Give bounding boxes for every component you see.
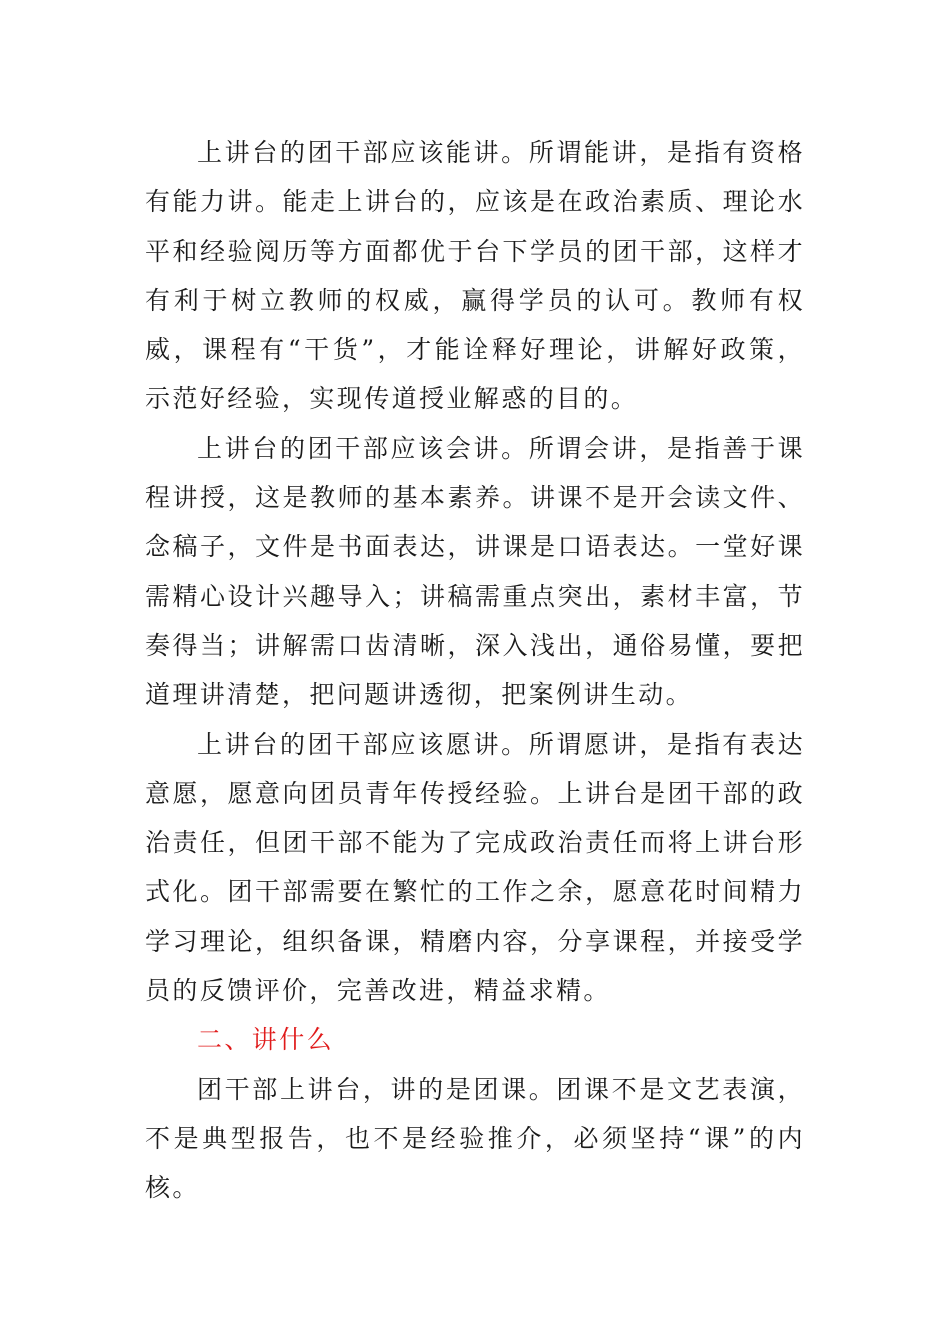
paragraph-closing: 团干部上讲台，讲的是团课。团课不是文艺表演，不是典型报告，也不是经验推介，必须坚持“课”的内核。: [145, 1074, 805, 1203]
section-heading: 二、讲什么: [197, 1025, 335, 1055]
paragraph-hui-jiang: 上讲台的团干部应该会讲。所谓会讲，是指善于课程讲授，这是教师的基本素养。讲课不是开会读文件、念稿子，文件是书面表达，讲课是口语表达。一堂好课需精心设计兴趣导入；讲稿需重点突出，素材丰富，节奏得当；讲解需口齿清晰，深入浅出，通俗易懂，要把道理讲清楚，把问题讲透彻，把案例讲生动。: [145, 433, 805, 710]
document-body: [145, 128, 805, 1213]
paragraph-neng-jiang: 上讲台的团干部应该能讲。所谓能讲，是指有资格有能力讲。能走上讲台的，应该是在政治素质、理论水平和经验阅历等方面都优于台下学员的团干部，这样才有利于树立教师的权威，赢得学员的认可。教师有权威，课程有“干货”，才能诠释好理论，讲解好政策，示范好经验，实现传道授业解惑的目的。: [145, 138, 805, 414]
paragraph-yuan-jiang: 上讲台的团干部应该愿讲。所谓愿讲，是指有表达意愿，愿意向团员青年传授经验。上讲台是团干部的政治责任，但团干部不能为了完成政治责任而将上讲台形式化。团干部需要在繁忙的工作之余，愿意花时间精力学习理论，组织备课，精磨内容，分享课程，并接受学员的反馈评价，完善改进，精益求精。: [145, 729, 805, 1006]
